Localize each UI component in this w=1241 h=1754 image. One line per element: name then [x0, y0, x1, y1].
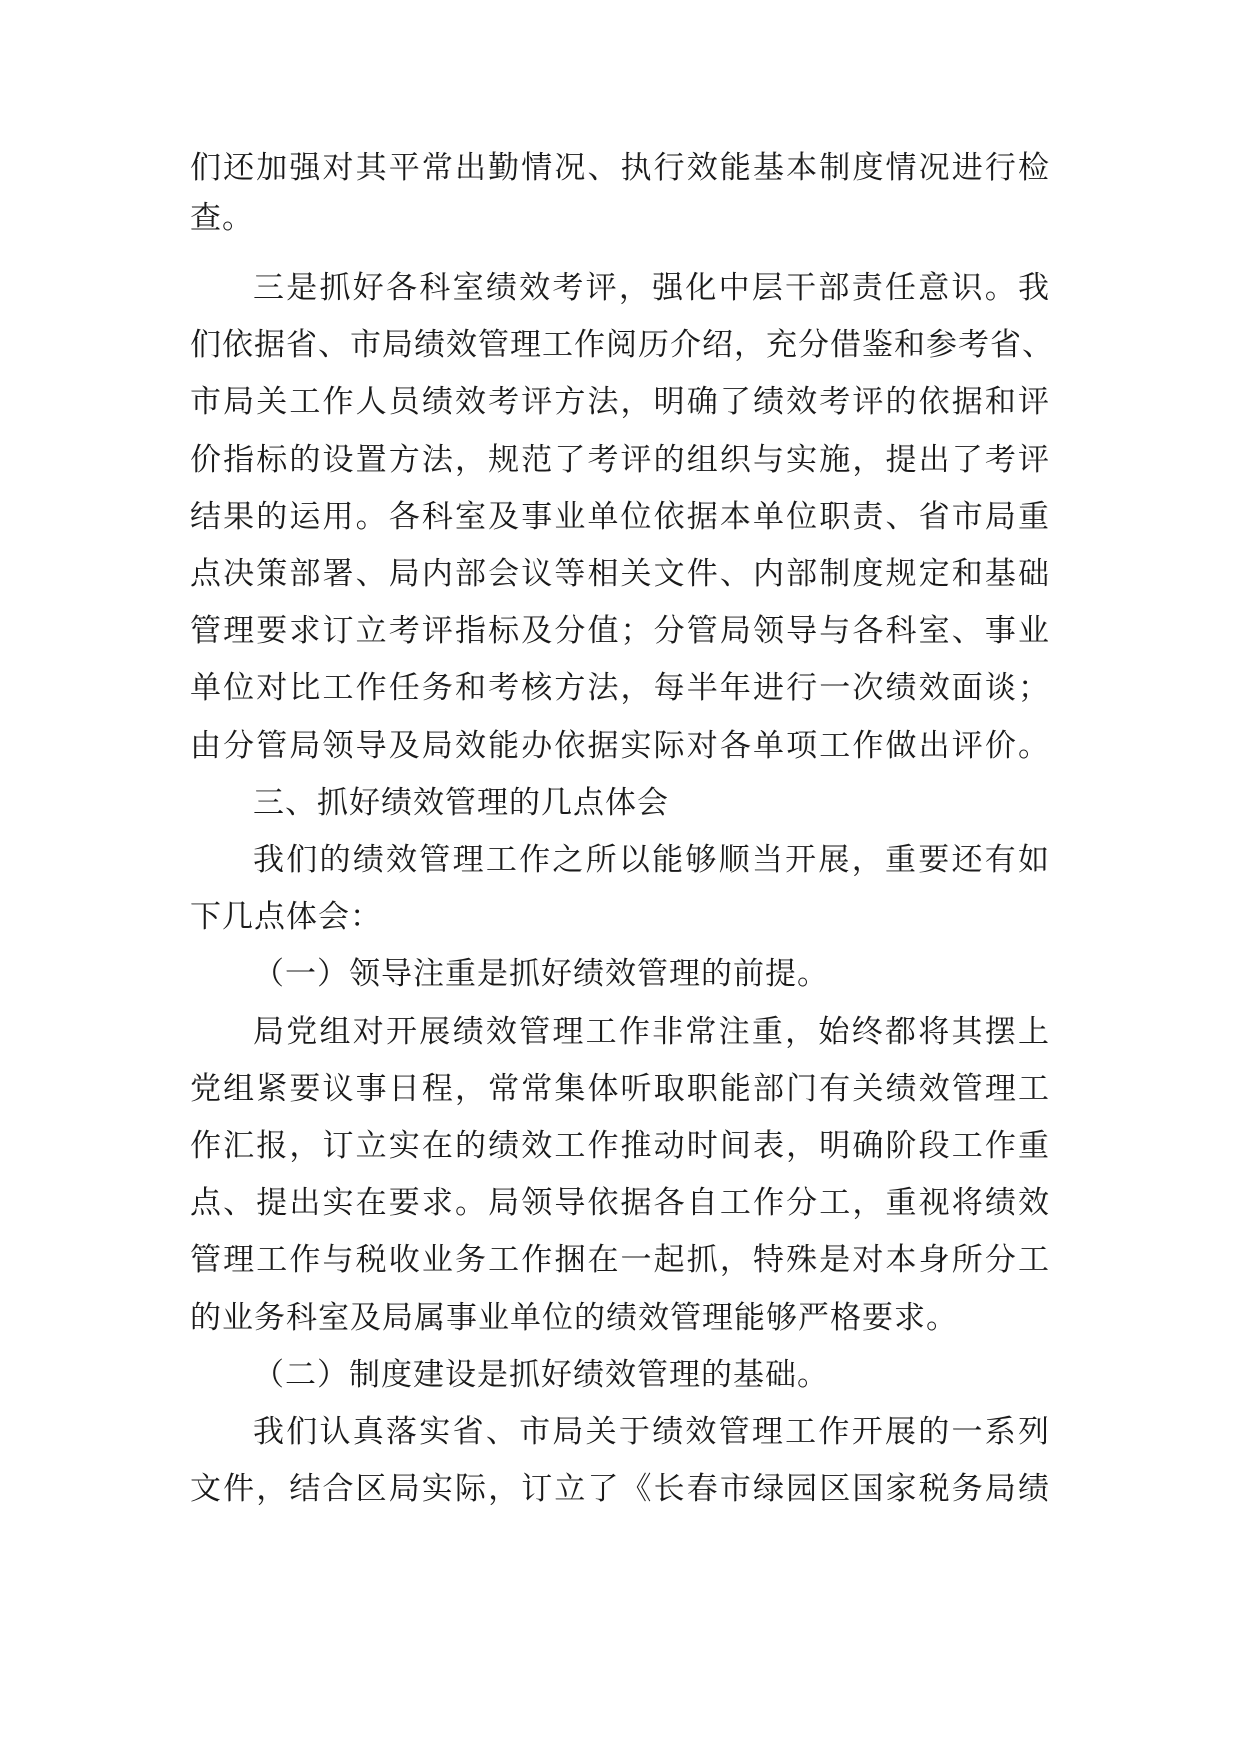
text-line: 结果的运用。各科室及事业单位依据本单位职责、省市局重 — [190, 499, 1050, 535]
text-line: 管理工作与税收业务工作捆在一起抓，特殊是对本身所分工 — [190, 1242, 1050, 1278]
text-line: 点、提出实在要求。局领导依据各自工作分工，重视将绩效 — [190, 1185, 1050, 1221]
text-line: 我们的绩效管理工作之所以能够顺当开展，重要还有如 — [253, 842, 1050, 878]
text-line: 局党组对开展绩效管理工作非常注重，始终都将其摆上 — [253, 1014, 1050, 1050]
text-line: 管理要求订立考评指标及分值；分管局领导与各科室、事业 — [190, 613, 1050, 649]
text-line: 的业务科室及局属事业单位的绩效管理能够严格要求。 — [190, 1300, 958, 1336]
text-line: 由分管局领导及局效能办依据实际对各单项工作做出评价。 — [190, 728, 1050, 764]
text-line: 市局关工作人员绩效考评方法，明确了绩效考评的依据和评 — [190, 384, 1050, 420]
text-line: 我们认真落实省、市局关于绩效管理工作开展的一系列 — [253, 1414, 1050, 1450]
text-line: 价指标的设置方法，规范了考评的组织与实施，提出了考评 — [190, 442, 1050, 478]
subsection-heading: （一）领导注重是抓好绩效管理的前提。 — [253, 956, 829, 992]
section-heading: 三、抓好绩效管理的几点体会 — [253, 785, 669, 821]
text-line: 党组紧要议事日程，常常集体听取职能部门有关绩效管理工 — [190, 1071, 1050, 1107]
text-line: 们还加强对其平常出勤情况、执行效能基本制度情况进行检 — [190, 150, 1050, 186]
text-line: 文件，结合区局实际，订立了《长春市绿园区国家税务局绩 — [190, 1471, 1050, 1507]
text-line: 作汇报，订立实在的绩效工作推动时间表，明确阶段工作重 — [190, 1128, 1050, 1164]
subsection-heading: （二）制度建设是抓好绩效管理的基础。 — [253, 1357, 829, 1393]
text-line: 下几点体会： — [190, 899, 382, 935]
text-line: 点决策部署、局内部会议等相关文件、内部制度规定和基础 — [190, 556, 1050, 592]
text-line: 们依据省、市局绩效管理工作阅历介绍，充分借鉴和参考省、 — [190, 327, 1054, 363]
text-line: 查。 — [190, 200, 254, 236]
text-line: 单位对比工作任务和考核方法，每半年进行一次绩效面谈； — [190, 670, 1050, 706]
text-line: 三是抓好各科室绩效考评，强化中层干部责任意识。我 — [253, 270, 1050, 306]
